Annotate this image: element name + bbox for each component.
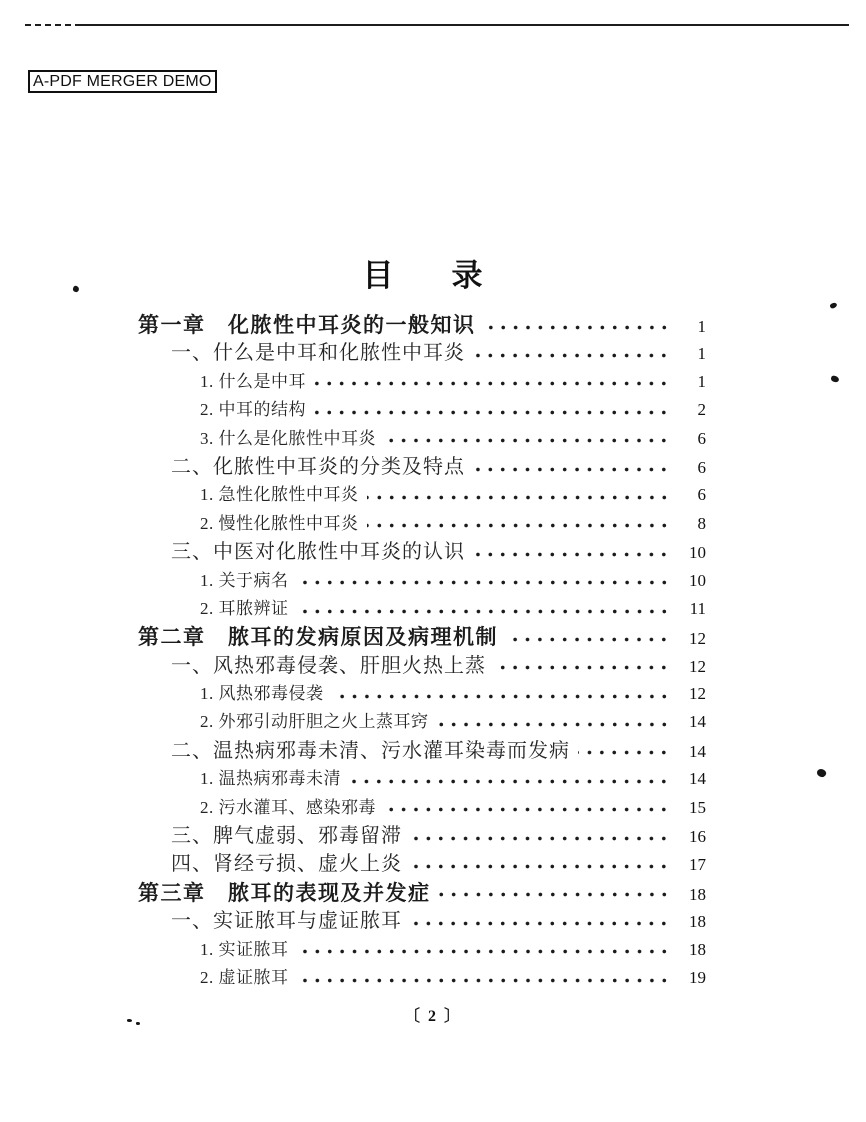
dot-leader (506, 623, 670, 651)
dot-leader (494, 652, 670, 680)
pdf-demo-watermark: A-PDF MERGER DEMO (28, 70, 217, 93)
dot-leader (384, 425, 670, 453)
toc-entry-label: 第一章 化脓性中耳炎的一般知识 (138, 313, 476, 337)
toc-entry-page: 17 (689, 855, 706, 875)
dot-leader (297, 595, 671, 623)
toc-entry-label: 1. 急性化脓性中耳炎 (200, 485, 359, 505)
toc-row (138, 425, 706, 453)
toc-entry-page: 14 (689, 741, 706, 761)
dot-leader (473, 538, 670, 566)
toc-entry-label: 2. 耳脓辨证 (200, 598, 289, 618)
toc-entry-label: 1. 关于病名 (200, 570, 289, 590)
toc-entry-label: 2. 中耳的结构 (200, 400, 306, 420)
toc-entry-label: 1. 什么是中耳 (200, 371, 306, 391)
toc-row (138, 850, 706, 878)
scan-speck (136, 1022, 140, 1025)
toc-entry-label: 2. 外邪引动肝胆之火上蒸耳窍 (200, 712, 429, 732)
toc-row (138, 339, 706, 367)
dot-leader (473, 339, 670, 367)
toc-entry-label: 二、温热病邪毒未清、污水灌耳染毒而发病 (171, 739, 570, 762)
toc-entry-page: 12 (689, 684, 706, 704)
toc-entry-label: 2. 虚证脓耳 (200, 967, 289, 987)
toc-row (138, 794, 706, 822)
dot-leader (578, 737, 670, 765)
toc-row (138, 680, 706, 708)
dot-leader (314, 396, 670, 424)
dot-leader (349, 765, 670, 793)
toc-entry-label: 2. 污水灌耳、感染邪毒 (200, 797, 376, 817)
toc-entry-label: 1. 实证脓耳 (200, 939, 289, 959)
toc-row (138, 765, 706, 793)
toc-row (138, 822, 706, 850)
toc-entry-label: 三、中医对化脓性中耳炎的认识 (171, 541, 465, 564)
toc-entry-page: 18 (689, 939, 706, 959)
page-title (0, 250, 845, 295)
toc-row (138, 907, 706, 935)
toc-entry-page: 12 (689, 629, 706, 649)
toc-entry-page: 12 (689, 656, 706, 676)
toc-row (138, 964, 706, 992)
toc-row (138, 567, 706, 595)
toc-row (138, 652, 706, 680)
dot-leader (384, 794, 670, 822)
toc-entry-label: 四、肾经亏损、虚火上炎 (171, 853, 402, 876)
toc-entry-label: 一、什么是中耳和化脓性中耳炎 (171, 342, 465, 365)
dot-leader (439, 879, 671, 907)
toc-row (138, 453, 706, 481)
toc-entry-label: 1. 风热邪毒侵袭 (200, 684, 324, 704)
toc-row (138, 538, 706, 566)
dot-leader (410, 907, 670, 935)
toc-row (138, 879, 706, 907)
toc-row (138, 737, 706, 765)
toc-entry-label: 三、脾气虚弱、邪毒留滞 (171, 825, 402, 848)
toc-entry-label: 一、风热邪毒侵袭、肝胆火热上蒸 (171, 654, 486, 677)
toc-entry-page: 16 (689, 827, 706, 847)
toc-entry-page: 1 (697, 317, 706, 336)
toc-row (138, 481, 706, 509)
dot-leader (367, 510, 671, 538)
toc-entry-page: 2 (697, 400, 706, 420)
top-rule-line (78, 24, 849, 26)
dot-leader (297, 964, 671, 992)
toc-entry-label: 二、化脓性中耳炎的分类及特点 (171, 455, 465, 478)
toc-row (138, 708, 706, 736)
toc-row (138, 311, 706, 339)
scan-speck (815, 767, 827, 779)
dot-leader (332, 680, 671, 708)
dot-leader (297, 567, 671, 595)
toc-entry-label: 第三章 脓耳的表现及并发症 (138, 880, 431, 905)
toc-entry-page: 18 (689, 884, 706, 904)
toc-list (138, 311, 706, 992)
toc-entry-label: 1. 温热病邪毒未清 (200, 769, 341, 789)
toc-entry-page: 1 (697, 344, 706, 364)
toc-row (138, 595, 706, 623)
toc-entry-page: 6 (697, 457, 706, 477)
dot-leader (367, 481, 671, 509)
dot-leader (297, 936, 671, 964)
toc-entry-page: 19 (689, 967, 706, 987)
toc-entry-page: 14 (689, 712, 706, 732)
toc-entry-page: 1 (697, 371, 706, 391)
toc-entry-label: 2. 慢性化脓性中耳炎 (200, 513, 359, 533)
page-title-char-left: 目 (362, 258, 394, 293)
toc-row (138, 623, 706, 651)
toc-row (138, 368, 706, 396)
toc-entry-label: 第二章 脓耳的发病原因及病理机制 (138, 625, 498, 650)
toc-entry-page: 11 (689, 598, 706, 618)
toc-entry-page: 10 (689, 543, 706, 563)
toc-entry-label: 3. 什么是化脓性中耳炎 (200, 428, 376, 448)
dot-leader (410, 822, 670, 850)
dot-leader (473, 453, 670, 481)
toc-entry-page: 18 (689, 912, 706, 932)
toc-entry-page: 6 (697, 428, 706, 448)
dot-leader (437, 708, 671, 736)
toc-entry-label: 一、实证脓耳与虚证脓耳 (171, 910, 402, 933)
dot-leader (410, 850, 670, 878)
toc-row (138, 396, 706, 424)
toc-entry-page: 14 (689, 769, 706, 789)
scan-speck (830, 375, 839, 383)
footer-page-number: 〔 2 〕 (403, 1008, 462, 1025)
toc-entry-page: 10 (689, 570, 706, 590)
toc-row (138, 510, 706, 538)
page-title-char-right: 录 (451, 258, 483, 293)
toc-entry-page: 8 (697, 513, 706, 533)
top-rule-dashed-segment (25, 24, 78, 26)
toc-entry-page: 6 (697, 485, 706, 505)
dot-leader (484, 311, 671, 339)
toc-entry-page: 15 (689, 797, 706, 817)
scan-speck (127, 1019, 132, 1022)
scan-speck (829, 302, 838, 310)
dot-leader (314, 368, 670, 396)
toc-row (138, 936, 706, 964)
